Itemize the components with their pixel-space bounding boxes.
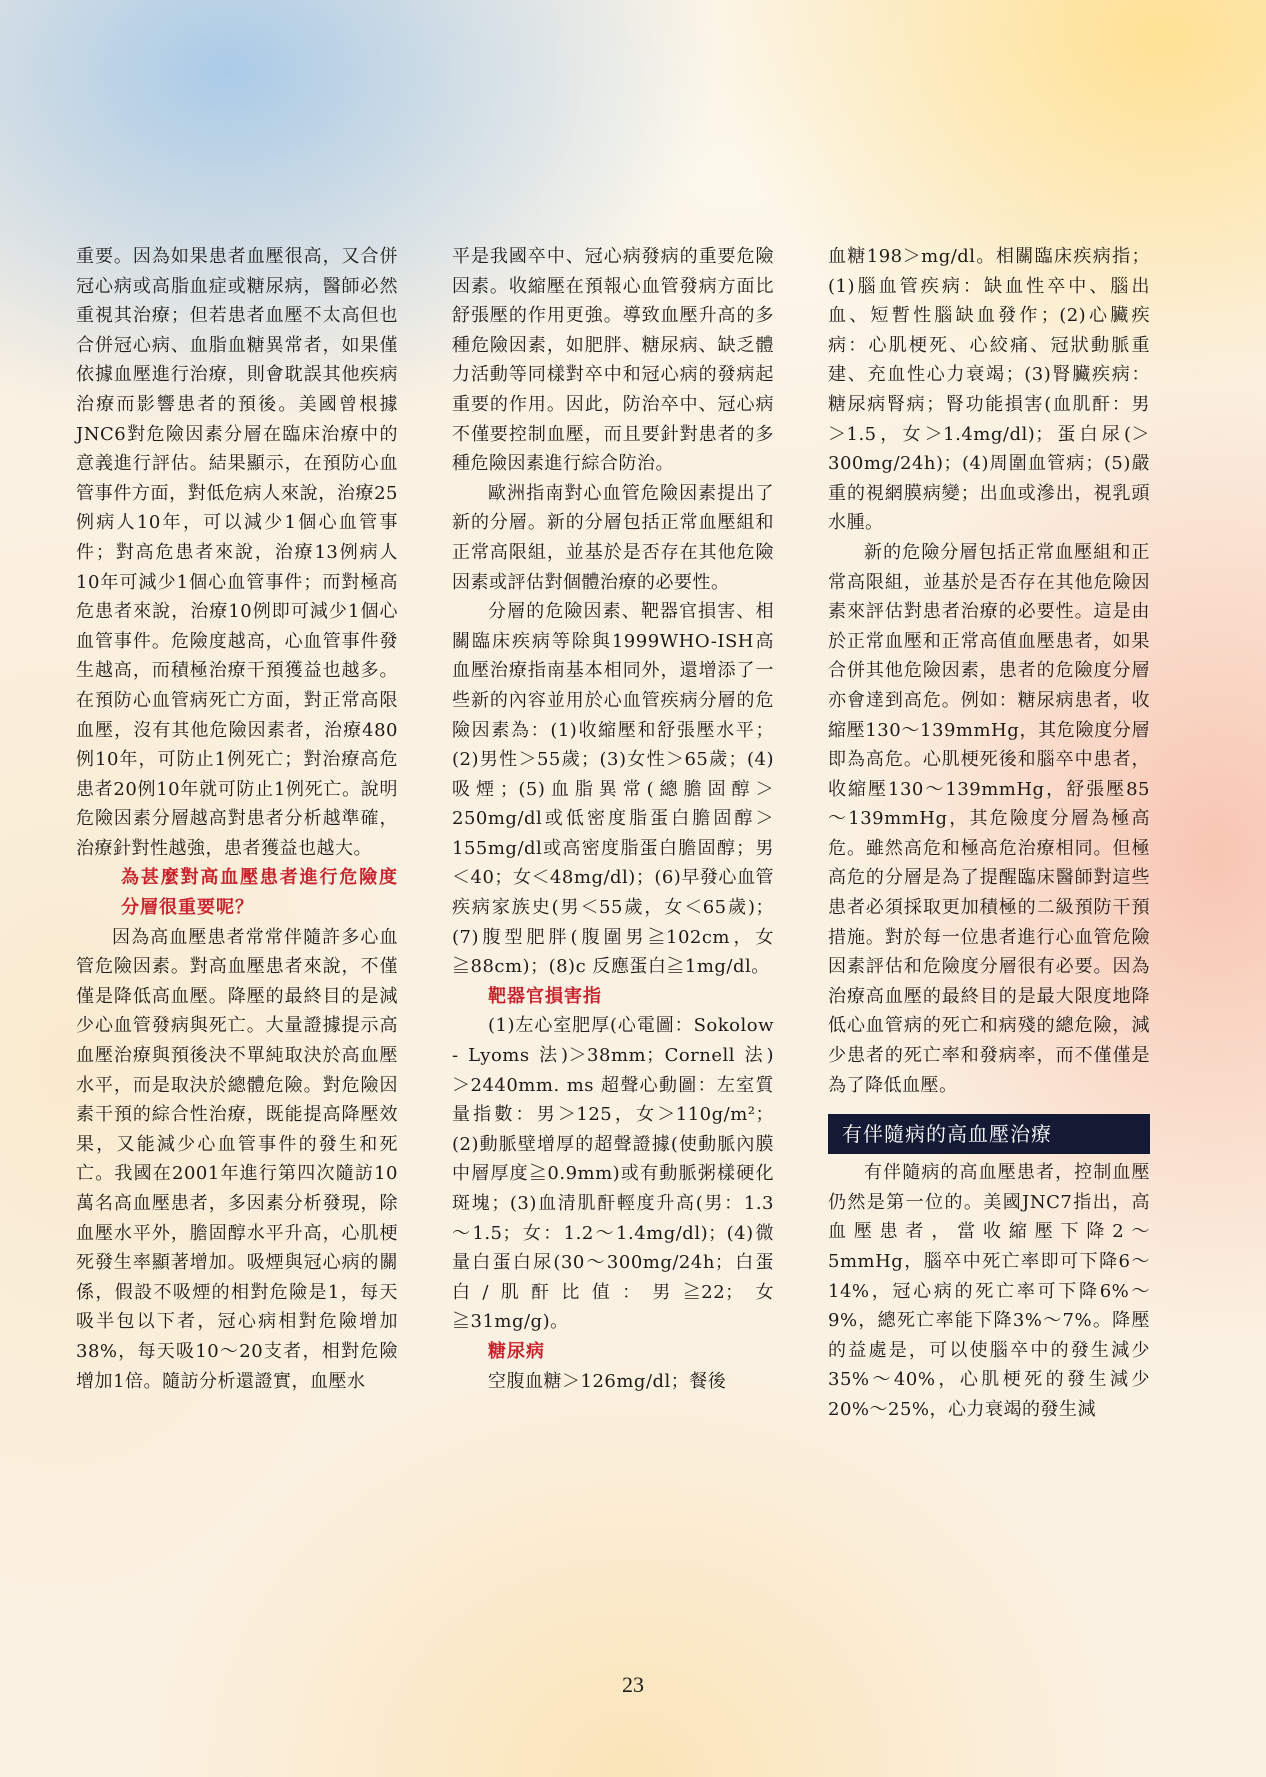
paragraph: 分層的危險因素、靶器官損害、相關臨床疾病等除與1999WHO-ISH高血壓治療指南基本相同外，還增添了一些新的內容並用於心血管疾病分層的危險因素為：(1)收縮壓和舒張壓水平；(2)男性＞55歲；(3)女性＞65歲；(4)吸煙；(5)血脂異常(總膽固醇＞250mg/dl或低密度脂蛋白膽固醇＞155mg/dl或高密度脂蛋白膽固醇；男＜40；女＜48mg/dl)；(6)早發心血管疾病家族史(男＜55歲，女＜65歲)；(7)腹型肥胖(腹圍男≧102cm，女≧88cm)；(8)c 反應蛋白≧1mg/dl。 <box>452 601 774 978</box>
section-title-bar: 有伴隨病的高血壓治療 <box>828 1114 1150 1154</box>
paragraph: 重要。因為如果患者血壓很高，又合併冠心病或高脂血症或糖尿病，醫師必然重視其治療；但若患者血壓不太高但也合併冠心病、血脂血糖異常者，如果僅依據血壓進行治療，則會耽誤其他疾病治療而影響患者的預後。美國曾根據JNC6對危險因素分層在臨床治療中的意義進行評估。結果顯示，在預防心血管事件方面，對低危病人來說，治療25例病人10年，可以減少1個心血管事件；對高危患者來說，治療13例病人10年可減少1個心血管事件；而對極高危患者來說，治療10例即可減少1個心血管事件。危險度越高，心血管事件發生越高，而積極治療干預獲益也越多。在預防心血管病死亡方面，對正常高限血壓，沒有其他危險因素者，治療480例10年，可防止1例死亡；對治療高危患者20例10年就可防止1例死亡。說明危險因素分層越高對患者分析越準確，治療針對性越強，患者獲益也越大。 <box>76 246 398 859</box>
paragraph: 空腹血糖＞126mg/dl；餐後 <box>488 1370 727 1392</box>
article-column-1 <box>76 242 398 1396</box>
paragraph: 因為高血壓患者常常伴隨許多心血管危險因素。對高血壓患者來說，不僅僅是降低高血壓。降壓的最終目的是減少心血管發病與死亡。大量證據提示高血壓治療與預後決不單純取決於高血壓水平，而是取決於總體危險。對危險因素干預的綜合性治療，既能提高降壓效果，又能減少心血管事件的發生和死亡。我國在2001年進行第四次隨訪10萬名高血壓患者，多因素分析發現，除血壓水平外，膽固醇水平升高，心肌梗死發生率顯著增加。吸煙與冠心病的關係，假設不吸煙的相對危險是1，每天吸半包以下者，冠心病相對危險增加38%，每天吸10～20支者，相對危險增加1倍。隨訪分析還證實，血壓水 <box>76 926 398 1392</box>
paragraph: 歐洲指南對心血管危險因素提出了新的分層。新的分層包括正常血壓組和正常高限組，並基於是否存在其他危險因素或評估對個體治療的必要性。 <box>452 482 774 593</box>
subheading-diabetes: 糖尿病 <box>488 1340 545 1362</box>
article-column-3 <box>828 242 1150 1425</box>
paragraph: 有伴隨病的高血壓患者，控制血壓仍然是第一位的。美國JNC7指出，高血壓患者，當收縮壓下降2～5mmHg，腦卒中死亡率即可下降6～14%，冠心病的死亡率可下降6%～9%，總死亡率能下降3%～7%。降壓的益處是，可以使腦卒中的發生減少35%～40%，心肌梗死的發生減少20%～25%，心力衰竭的發生減 <box>828 1162 1150 1420</box>
paragraph: 新的危險分層包括正常血壓組和正常高限組，並基於是否存在其他危險因素來評估對患者治療的必要性。這是由於正常血壓和正常高值血壓患者，如果合併其他危險因素，患者的危險度分層亦會達到高危。例如：糖尿病患者，收縮壓130～139mmHg，其危險度分層即為高危。心肌梗死後和腦卒中患者，收縮壓130～139mmHg，舒張壓85～139mmHg，其危險度分層為極高危。雖然高危和極高危治療相同。但極高危的分層是為了提醒臨床醫師對這些患者必須採取更加積極的二級預防干預措施。對於每一位患者進行心血管危險因素評估和危險度分層很有必要。因為治療高血壓的最終目的是最大限度地降低心血管病的死亡和病殘的總危險，減少患者的死亡率和發病率，而不僅僅是為了降低血壓。 <box>828 541 1150 1096</box>
page-number: 23 <box>622 1672 644 1697</box>
subheading-risk-stratification: 為甚麼對高血壓患者進行危險度分層很重要呢？ <box>121 867 398 919</box>
paragraph: (1)左心室肥厚(心電圖：Sokolow - Lyoms 法)＞38mm；Cornell 法)＞2440mm. ms 超聲心動圖：左室質量指數：男＞125，女＞110g/m²；(2)動脈壁增厚的超聲證據(使動脈內膜中層厚度≧0.9mm)或有動脈粥樣硬化斑塊；(3)血清肌酐輕度升高(男：1.3～1.5；女：1.2～1.4mg/dl)；(4)微量白蛋白尿(30～300mg/24h；白蛋白/肌酐比值：男≧22；女≧31mg/g)。 <box>452 1015 774 1333</box>
subheading-target-organ-damage: 靶器官損害指 <box>488 985 602 1007</box>
article-column-2 <box>452 242 774 1396</box>
paragraph: 血糖198＞mg/dl。相關臨床疾病指；(1)腦血管疾病：缺血性卒中、腦出血、短暫性腦缺血發作；(2)心臟疾病：心肌梗死、心絞痛、冠狀動脈重建、充血性心力衰竭；(3)腎臟疾病：糖尿病腎病；腎功能損害(血肌酐：男＞1.5，女＞1.4mg/dl)；蛋白尿(＞300mg/24h)；(4)周圍血管病；(5)嚴重的視網膜病變；出血或滲出，視乳頭水腫。 <box>828 246 1150 534</box>
paragraph: 平是我國卒中、冠心病發病的重要危險因素。收縮壓在預報心血管發病方面比舒張壓的作用更強。導致血壓升高的多種危險因素，如肥胖、糖尿病、缺乏體力活動等同樣對卒中和冠心病的發病起重要的作用。因此，防治卒中、冠心病不僅要控制血壓，而且要針對患者的多種危險因素進行綜合防治。 <box>452 246 774 475</box>
